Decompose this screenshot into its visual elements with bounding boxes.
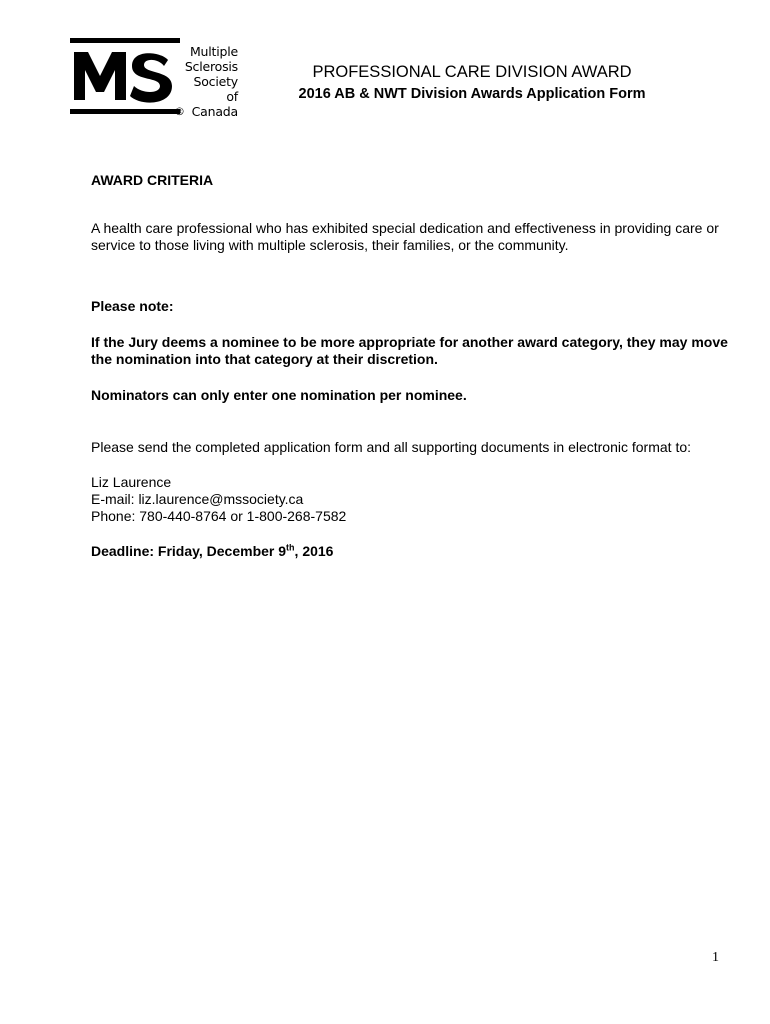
ms-logo-mark-icon [70, 38, 180, 114]
award-title: PROFESSIONAL CARE DIVISION AWARD [312, 63, 632, 81]
ms-society-logo [70, 38, 238, 119]
contact-name: Liz Laurence [91, 474, 172, 490]
logo-line-2: Sclerosis [184, 59, 238, 74]
logo-wordmark [174, 44, 238, 119]
deadline-year: , 2016 [294, 543, 334, 559]
criteria-text: A health care professional who has exhibited special dedication and effectiveness in providing care or service to those living with multiple sclerosis, their families, or the community. [91, 220, 719, 253]
form-subtitle: 2016 AB & NWT Division Awards Application Form [298, 86, 646, 102]
logo-line-1: Multiple [189, 44, 238, 59]
deadline-ordinal: th [286, 542, 295, 553]
page-number: 1 [712, 950, 719, 965]
logo-line-3: Society of [193, 74, 238, 104]
registered-mark: ® [174, 105, 185, 118]
deadline [91, 543, 731, 560]
document-body [91, 172, 731, 560]
criteria-heading: AWARD CRITERIA [91, 172, 214, 188]
submission-text: Please send the completed application form and all supporting documents in electronic format to: [91, 439, 692, 455]
document-header [262, 62, 682, 104]
note-one-nomination: Nominators can only enter one nomination per nominee. [91, 387, 467, 403]
deadline-prefix: Deadline: Friday, December 9 [91, 543, 287, 559]
contact-phone: Phone: 780-440-8764 or 1-800-268-7582 [91, 508, 347, 524]
note-jury-text: If the Jury deems a nominee to be more appropriate for another award category, they may move the nomination into that category at their discretion. [91, 334, 728, 367]
contact-email[interactable]: E-mail: liz.laurence@mssociety.ca [91, 491, 304, 507]
note-heading: Please note: [91, 298, 174, 314]
logo-line-4: Canada [191, 104, 238, 119]
